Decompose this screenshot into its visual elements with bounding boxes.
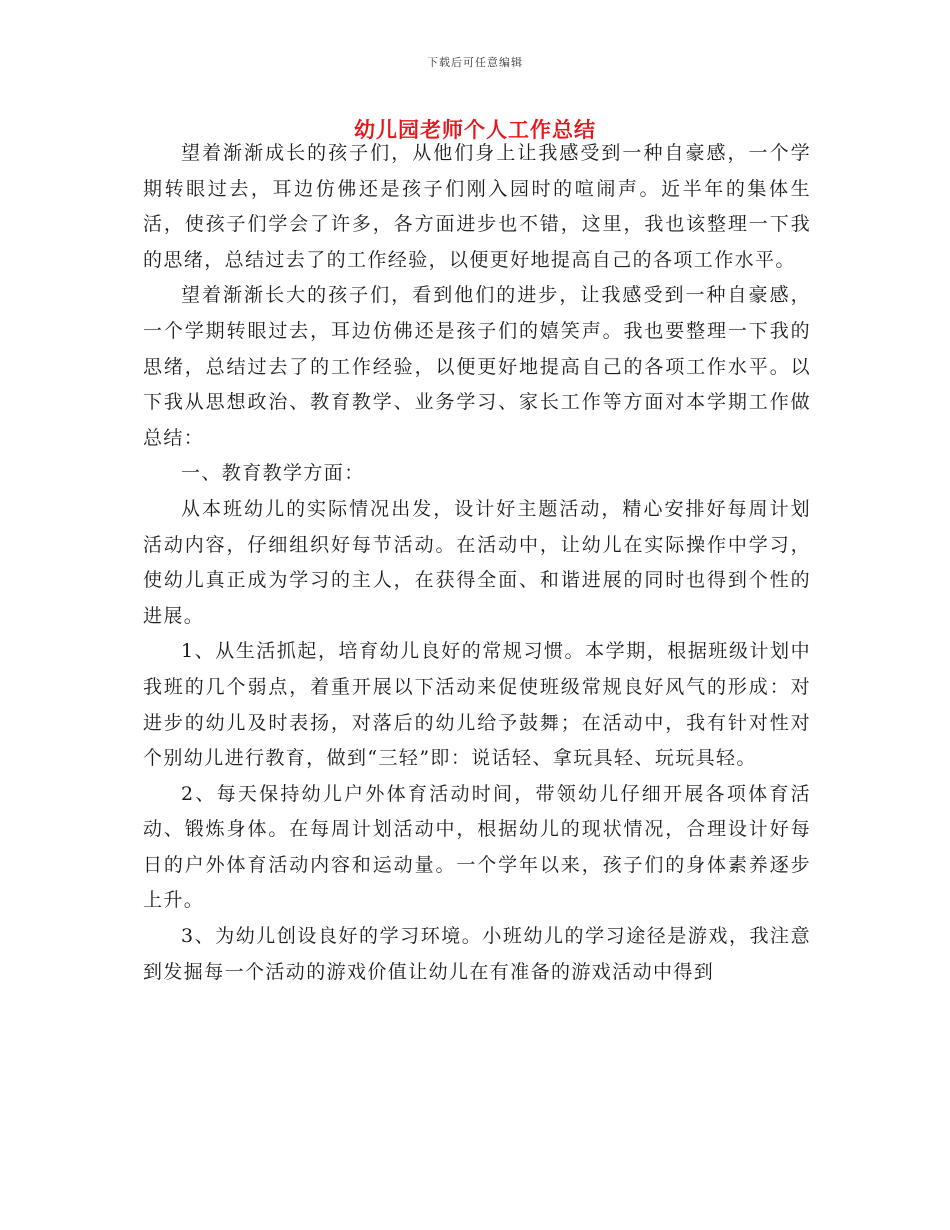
document-title: 幼儿园老师个人工作总结 (354, 118, 596, 142)
paragraph: 望着渐渐成长的孩子们，从他们身上让我感受到一种自豪感，一个学期转眼过去，耳边仿佛还是孩子们刚入园时的喧闹声。近半年的集体生活，使孩子们学会了许多，各方面进步也不错，这里，我也该整理一下我的思绪，总结过去了的工作经验，以便更好地提高自己的各项工作水平。 (143, 142, 811, 271)
section-heading: 一、教育教学方面： (181, 462, 365, 485)
paragraph: 3、为幼儿创设良好的学习环境。小班幼儿的学习途径是游戏，我注意到发掘每一个活动的游戏价值让幼儿在有准备的游戏活动中得到 (143, 925, 811, 983)
document-body (143, 136, 811, 990)
header-note: 下载后可任意编辑 (427, 56, 523, 69)
paragraph: 望着渐渐长大的孩子们，看到他们的进步，让我感受到一种自豪感，一个学期转眼过去，耳边仿佛还是孩子们的嬉笑声。我也要整理一下我的思绪，总结过去了的工作经验，以便更好地提高自己的各项工作水平。以下我从思想政治、教育教学、业务学习、家长工作等方面对本学期工作做总结： (143, 284, 811, 449)
paragraph: 1、从生活抓起，培育幼儿良好的常规习惯。本学期，根据班级计划中我班的几个弱点，着重开展以下活动来促使班级常规良好风气的形成：对进步的幼儿及时表扬，对落后的幼儿给予鼓舞；在活动中，我有针对性对个别幼儿进行教育，做到“三轻”即：说话轻、拿玩具轻、玩玩具轻。 (143, 640, 811, 770)
paragraph: 从本班幼儿的实际情况出发，设计好主题活动，精心安排好每周计划活动内容，仔细组织好每节活动。在活动中，让幼儿在实际操作中学习，使幼儿真正成为学习的主人，在获得全面、和谐进展的同时也得到个性的进展。 (143, 497, 811, 627)
paragraph: 2、每天保持幼儿户外体育活动时间，带领幼儿仔细开展各项体育活动、锻炼身体。在每周计划活动中，根据幼儿的现状情况，合理设计好每日的户外体育活动内容和运动量。一个学年以来，孩子们的身体素养逐步上升。 (143, 782, 811, 912)
